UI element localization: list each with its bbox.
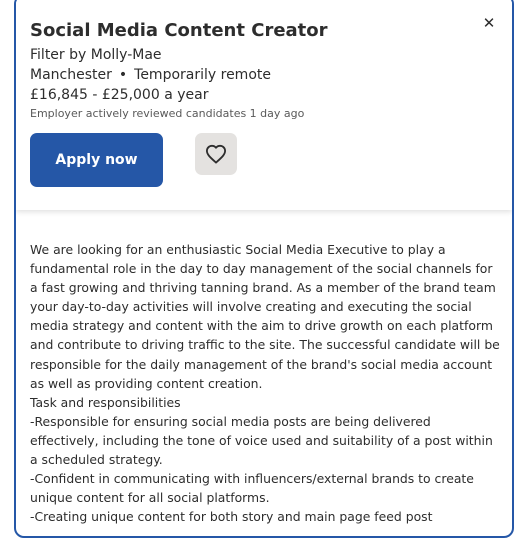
responsibility-item: -Responsible for ensuring social media posts are being delivered effectively, including the tone of voice used and suitability of a post within a scheduled strategy.	[30, 413, 493, 468]
location-separator: •	[118, 67, 128, 83]
salary-range: £16,845 - £25,000 a year	[30, 87, 209, 103]
close-icon: ✕	[482, 14, 496, 32]
description-intro: We are looking for an enthusiastic Social Media Executive to play a fundamental role in the day to day management of the social channels for a fast growing and thriving tanning brand. As a member of the brand team your day-to-day activities will involve creating and executing the social media strategy and content with the aim to drive growth on each platform and contribute to driving traffic to the site. The successful candidate will be responsible for the daily management of the brand's social media account as well as providing content creation.	[30, 242, 500, 391]
apply-now-button[interactable]: Apply now	[30, 133, 163, 187]
location-city: Manchester	[30, 67, 112, 83]
responsibility-item: -Confident in communicating with influencers/external brands to create unique content for all social platforms.	[30, 471, 474, 506]
save-job-button[interactable]	[195, 133, 237, 175]
close-button[interactable]	[480, 14, 498, 32]
job-title: Social Media Content Creator	[30, 20, 328, 41]
job-detail-panel	[14, 0, 514, 538]
responsibility-item: -Creating unique content for both story and main page feed post	[30, 509, 433, 525]
heart-icon	[205, 144, 227, 164]
remote-status: Temporarily remote	[134, 67, 271, 83]
job-location	[30, 67, 271, 83]
job-description-scroll[interactable]	[16, 210, 512, 526]
job-description	[30, 240, 500, 526]
company-name[interactable]: Filter by Molly-Mae	[30, 47, 162, 63]
employer-activity: Employer actively reviewed candidates 1 day ago	[30, 107, 305, 120]
responsibilities-heading: Task and responsibilities	[30, 394, 181, 410]
job-header	[16, 0, 512, 210]
